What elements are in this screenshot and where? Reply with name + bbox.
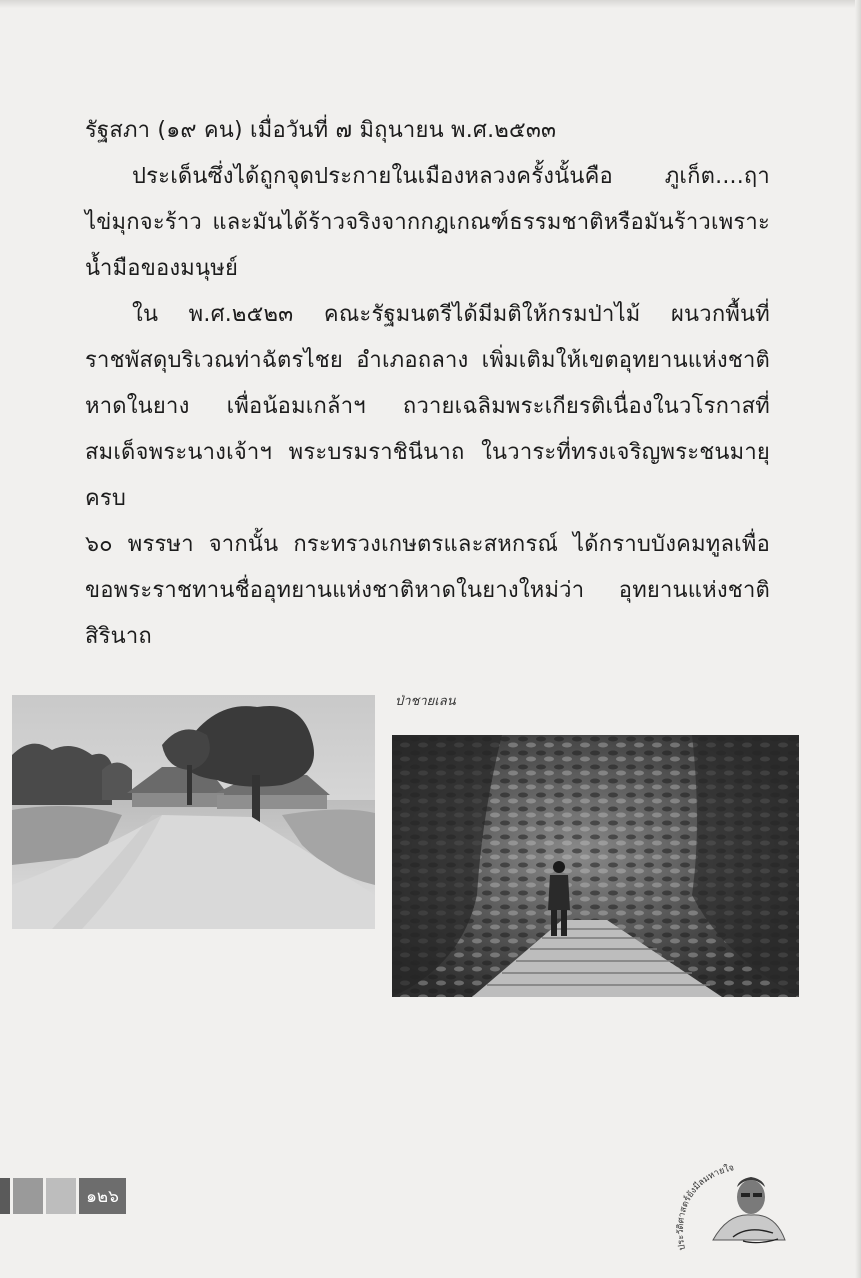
text-line: ใน พ.ศ.๒๕๒๓ คณะรัฐมนตรีได้มีมติให้กรมป่าไม้ ผนวกพื้นที่ (132, 302, 770, 327)
emblem-arc-text: ประวัติศาสตร์ยังมีลมหายใจ (676, 1163, 736, 1251)
text-line: สิรินาถ (85, 624, 152, 649)
page-number-tab (0, 1178, 126, 1214)
text-line: สมเด็จพระนางเจ้าฯ พระบรมราชินีนาถ ในวาระที่ทรงเจริญพระชนมายุครบ (85, 440, 770, 511)
tab-block (0, 1178, 10, 1214)
tab-block (13, 1178, 43, 1214)
page-top-edge (0, 0, 861, 8)
text-line: ราชพัสดุบริเวณท่าฉัตรไชย อำเภอถลาง เพิ่มเติมให้เขตอุทยานแห่งชาติ (85, 348, 770, 373)
page-right-edge (855, 0, 861, 1278)
text-line: ๖๐ พรรษา จากนั้น กระทรวงเกษตรและสหกรณ์ ได้กราบบังคมทูลเพื่อ (85, 532, 770, 557)
text-line: น้ำมือของมนุษย์ (85, 256, 239, 281)
tab-block (46, 1178, 76, 1214)
mangrove-photo-caption: ป่าชายเลน (395, 694, 456, 709)
page-number: ๑๒๖ (79, 1178, 126, 1214)
beach-pavilion-photo (12, 695, 375, 929)
text-line: หาดในยาง เพื่อน้อมเกล้าฯ ถวายเฉลิมพระเกียรติเนื่องในวโรกาสที่ (85, 394, 770, 419)
mangrove-forest-photo (392, 735, 799, 997)
text-line: รัฐสภา (๑๙ คน) เมื่อวันที่ ๗ มิถุนายน พ.ศ.๒๕๓๓ (85, 118, 557, 143)
text-line: ประเด็นซึ่งได้ถูกจุดประกายในเมืองหลวงครั้งนั้นคือ ภูเก็ต....ฤา (132, 164, 770, 189)
text-line: ขอพระราชทานชื่ออุทยานแห่งชาติหาดในยางใหม่ว่า อุทยานแห่งชาติ (85, 578, 770, 603)
text-line: ไข่มุกจะร้าว และมันได้ร้าวจริงจากกฎเกณฑ์ธรรมชาติหรือมันร้าวเพราะ (85, 210, 770, 235)
series-emblem-logo (673, 1155, 798, 1255)
body-text (85, 108, 770, 660)
